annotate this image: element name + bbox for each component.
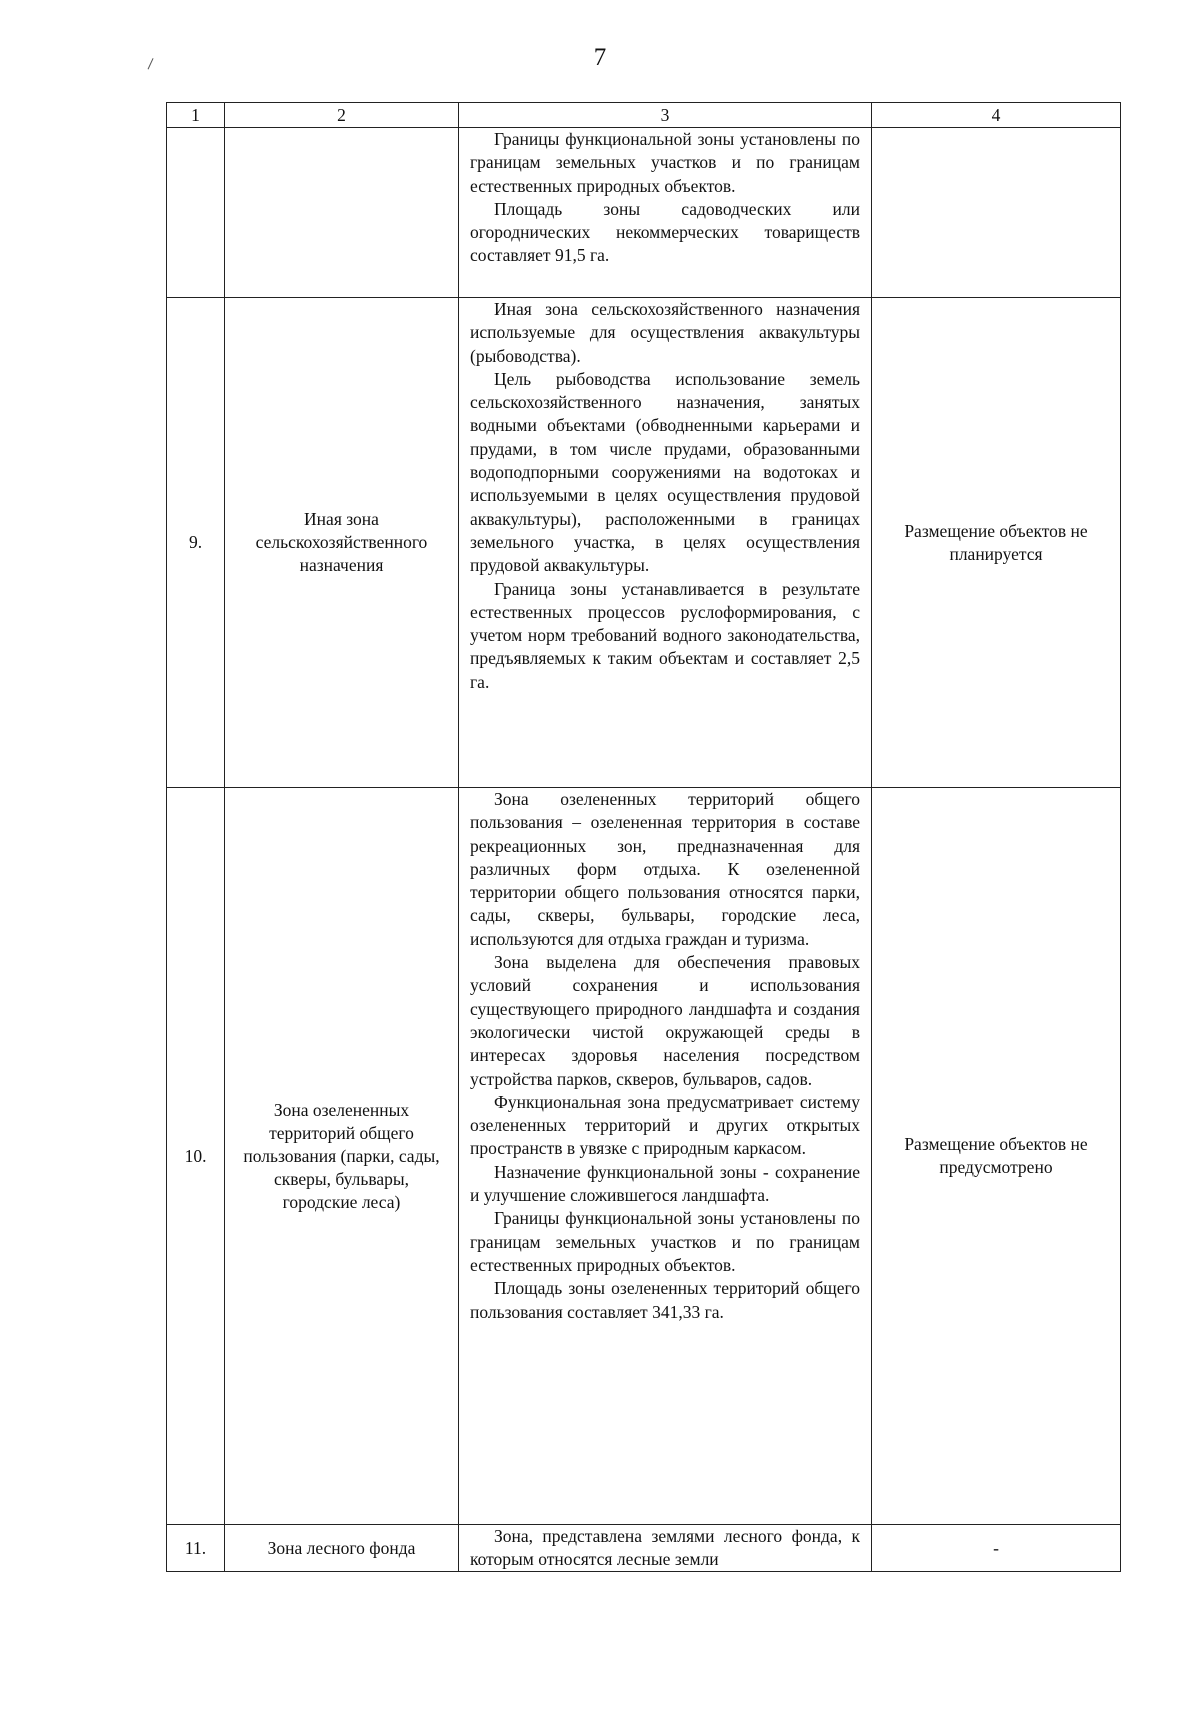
row-number — [167, 128, 225, 298]
description-paragraph: Зона выделена для обеспечения правовых условий сохранения и использования существующего природного ландшафта и создания экологически чистой окружающей среды в интересах здоровья населения посредством устройства парков, скверов, бульваров, садов. — [470, 952, 860, 1089]
zone-name: Зона озелененных территорий общего пользования (парки, сады, скверы, бульвары, городские леса) — [225, 788, 459, 1525]
zone-description — [459, 298, 872, 788]
table-row — [167, 128, 1121, 298]
header-col-3: 3 — [459, 103, 872, 128]
row-number: 10. — [167, 788, 225, 1525]
zone-name: Зона лесного фонда — [225, 1525, 459, 1572]
table-header-row — [167, 103, 1121, 128]
description-paragraph: Цель рыбоводства использование земель сельскохозяйственного назначения, занятых водными объектами (обводненными карьерами и прудами, в том числе прудами, образованными водоподпорными сооружениями на водотоках и используемыми в целях осуществления прудовой аквакультуры), расположенными в границах земельного участка, в целях осуществления прудовой аквакультуры. — [470, 368, 860, 576]
description-paragraph: Зона озелененных территорий общего пользования – озелененная территория в составе рекреационных зон, предназначенная для различных форм отдыха. К озелененной территории общего пользования относятся парки, сады, скверы, бульвары, городские леса, используются для отдыха граждан и туризма. — [470, 789, 860, 949]
placement-note — [872, 128, 1121, 298]
header-col-4: 4 — [872, 103, 1121, 128]
table-row — [167, 298, 1121, 788]
zone-description — [459, 128, 872, 298]
description-paragraph: Границы функциональной зоны установлены по границам земельных участков и по границам естественных природных объектов. — [470, 129, 860, 196]
zone-name — [225, 128, 459, 298]
row-number: 11. — [167, 1525, 225, 1572]
description-paragraph: Граница зоны устанавливается в результате естественных процессов руслоформирования, с учетом норм требований водного законодательства, предъявляемых к таким объектам и составляет 2,5 га. — [470, 578, 860, 692]
zones-table — [166, 102, 1121, 1572]
row-number: 9. — [167, 298, 225, 788]
page-number: 7 — [593, 44, 607, 71]
description-paragraph: Площадь зоны садоводческих или огороднических некоммерческих товариществ составляет 91,5 га. — [470, 198, 860, 266]
description-paragraph: Площадь зоны озелененных территорий общего пользования составляет 341,33 га. — [470, 1278, 860, 1322]
description-paragraph: Границы функциональной зоны установлены по границам земельных участков и по границам естественных природных объектов. — [470, 1208, 860, 1275]
description-clip — [470, 1525, 860, 1571]
placement-note: Размещение объектов не планируется — [872, 298, 1121, 788]
header-col-1: 1 — [167, 103, 225, 128]
description-paragraph: Назначение функциональной зоны - сохранение и улучшение сложившегося ландшафта. — [470, 1161, 860, 1206]
description-paragraph: Иная зона сельскохозяйственного назначения используемые для осуществления аквакультуры (рыбоводства). — [470, 299, 860, 366]
zone-description — [459, 1525, 872, 1572]
table-row — [167, 1525, 1121, 1572]
zone-description — [459, 788, 872, 1525]
description-paragraph: Функциональная зона предусматривает систему озелененных территорий и других открытых пространств в увязке с природным каркасом. — [470, 1091, 860, 1159]
description-paragraph: Зона, представлена землями лесного фонда, к которым относятся лесные земли — [470, 1526, 860, 1570]
zone-name: Иная зона сельскохозяйственного назначения — [225, 298, 459, 788]
header-col-2: 2 — [225, 103, 459, 128]
placement-note: Размещение объектов не предусмотрено — [872, 788, 1121, 1525]
placement-note: - — [872, 1525, 1121, 1572]
table-row — [167, 788, 1121, 1525]
